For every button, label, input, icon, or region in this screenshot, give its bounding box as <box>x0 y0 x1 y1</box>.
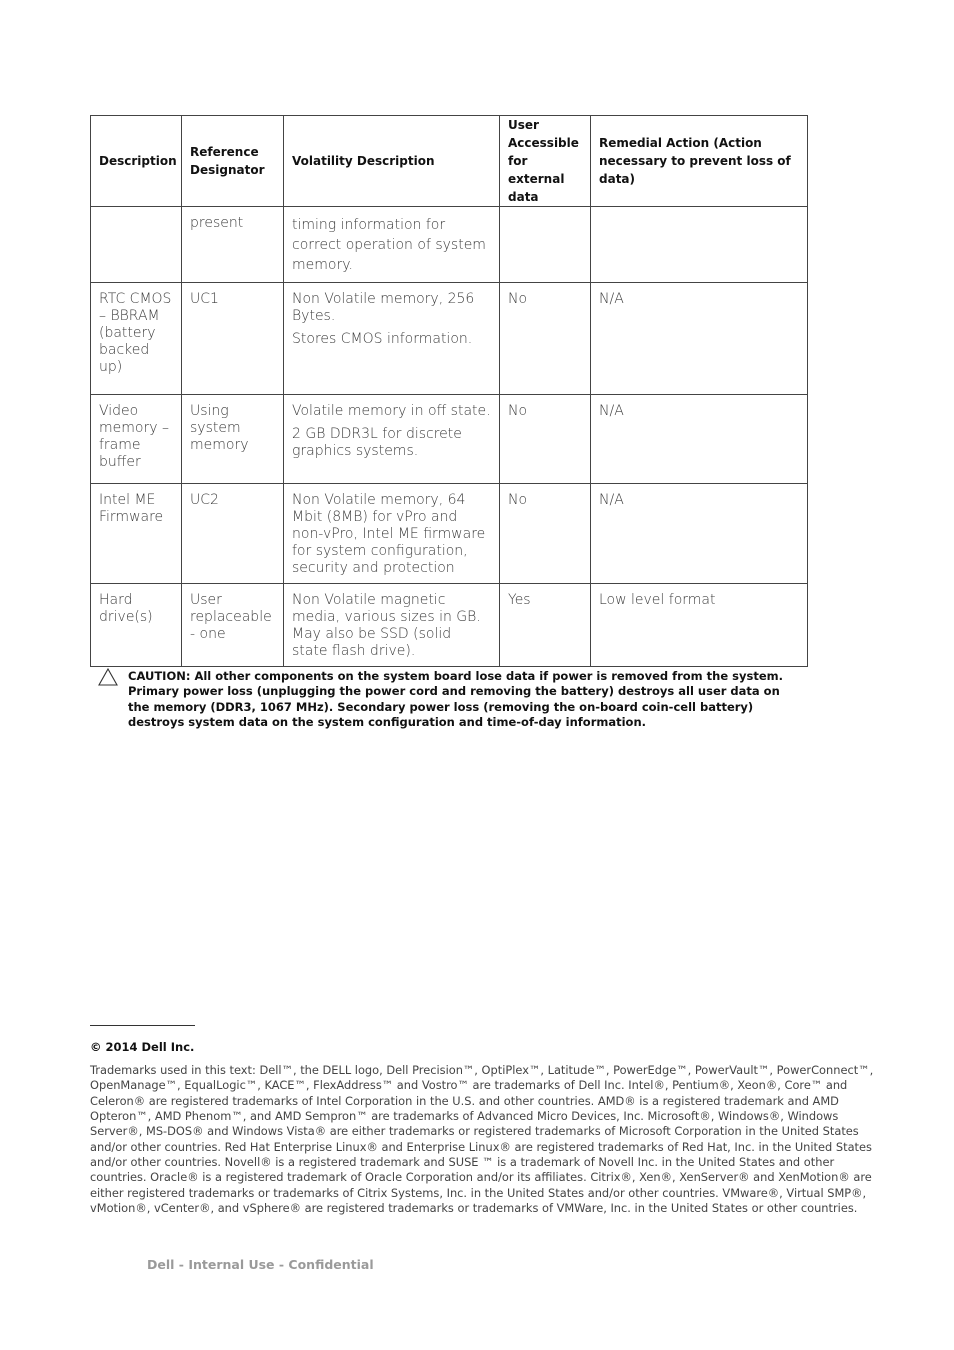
header-user-accessible: User Accessible for external data <box>500 116 591 207</box>
header-reference-designator: Reference Designator <box>182 116 284 207</box>
cell-designator: UC1 <box>182 283 284 395</box>
copyright-notice: © 2014 Dell Inc. <box>90 1040 195 1054</box>
cell-user-accessible: No <box>500 283 591 395</box>
table-row <box>91 395 808 484</box>
cell-designator: present <box>182 207 284 283</box>
confidentiality-label: Dell - Internal Use - Confidential <box>147 1257 374 1272</box>
cell-description: Video memory – frame buffer <box>91 395 182 484</box>
cell-user-accessible: Yes <box>500 584 591 667</box>
table-header-row <box>91 116 808 207</box>
volatility-line: Stores CMOS information. <box>292 331 473 347</box>
volatility-line: Non Volatile memory, 256 Bytes. <box>292 291 475 324</box>
header-description: Description <box>91 116 182 207</box>
cell-designator: Using system memory <box>182 395 284 484</box>
cell-volatility <box>284 207 500 283</box>
cell-user-accessible <box>500 207 591 283</box>
cell-volatility <box>284 584 500 667</box>
volatility-line: 2 GB DDR3L for discrete graphics systems. <box>292 426 462 459</box>
trademarks-notice: Trademarks used in this text: Dell™, the DELL logo, Dell Precision™, OptiPlex™, Latitude™, PowerEdge™, PowerVault™, PowerConnect™, OpenManage™, EqualLogic™, KACE™, FlexAddress™ and Vostro™ are trademarks of Dell Inc. Intel®, Pentium®, Xeon®, Core™ and Celeron® are registered trademarks of Intel Corporation in the U.S. and other countries. AMD® is a registered trademark and AMD Opteron™, AMD Phenom™, and AMD Sempron™ are trademarks of Advanced Micro Devices, Inc. Microsoft®, Windows®, Windows Server®, MS-DOS® and Windows Vista® are either trademarks or registered trademarks of Microsoft Corporation in the United States and/or other countries. Red Hat Enterprise Linux® and Enterprise Linux® are registered trademarks of Red Hat, Inc. in the United States and/or other countries. Novell® is a registered trademark and SUSE ™ is a trademark of Novell Inc. in the United States and other countries. Oracle® is a registered trademark of Oracle Corporation and/or its affiliates. Citrix®, Xen®, XenServer® and XenMotion® are either registered trademarks or trademarks of Citrix Systems, Inc. in the United States and/or other countries. VMware®, Virtual SMP®, vMotion®, vCenter®, and vSphere® are registered trademarks or trademarks of VMWare, Inc. in the United States or other countries. <box>90 1063 874 1216</box>
cell-designator: User replaceable - one <box>182 584 284 667</box>
caution-text: CAUTION: All other components on the system board lose data if power is removed from the system. Primary power loss (unplugging the power cord and removing the battery) destroys all user data on the memory (DDR3, 1067 MHz). Secondary power loss (removing the on-board coin-cell battery) destroys system data on the system configuration and time-of-day information. <box>128 669 783 730</box>
cell-volatility <box>284 484 500 584</box>
cell-description <box>91 207 182 283</box>
cell-remedial: N/A <box>591 283 808 395</box>
cell-volatility <box>284 395 500 484</box>
cell-description: Hard drive(s) <box>91 584 182 667</box>
volatility-line: timing information for correct operation of system memory. <box>292 217 486 273</box>
cell-description: RTC CMOS – BBRAM (battery backed up) <box>91 283 182 395</box>
table-row <box>91 584 808 667</box>
footnote-divider <box>90 1025 195 1026</box>
cell-designator: UC2 <box>182 484 284 584</box>
cell-user-accessible: No <box>500 395 591 484</box>
cell-remedial: N/A <box>591 484 808 584</box>
header-remedial-action: Remedial Action (Action necessary to prevent loss of data) <box>591 116 808 207</box>
cell-description: Intel ME Firmware <box>91 484 182 584</box>
caution-triangle-icon <box>98 668 118 686</box>
table-row <box>91 207 808 283</box>
cell-volatility <box>284 283 500 395</box>
cell-remedial: N/A <box>591 395 808 484</box>
volatility-line: Non Volatile magnetic media, various sizes in GB. May also be SSD (solid state flash drive). <box>292 592 481 659</box>
cell-remedial: Low level format <box>591 584 808 667</box>
table-row <box>91 283 808 395</box>
cell-user-accessible: No <box>500 484 591 584</box>
volatility-line: Non Volatile memory, 64 Mbit (8MB) for vPro and non-vPro, Intel ME firmware for system configuration, security and protection <box>292 492 486 576</box>
table-row <box>91 484 808 584</box>
cell-remedial <box>591 207 808 283</box>
volatility-line: Volatile memory in off state. <box>292 403 491 419</box>
header-volatility-description: Volatility Description <box>284 116 500 207</box>
volatility-table <box>90 115 808 667</box>
